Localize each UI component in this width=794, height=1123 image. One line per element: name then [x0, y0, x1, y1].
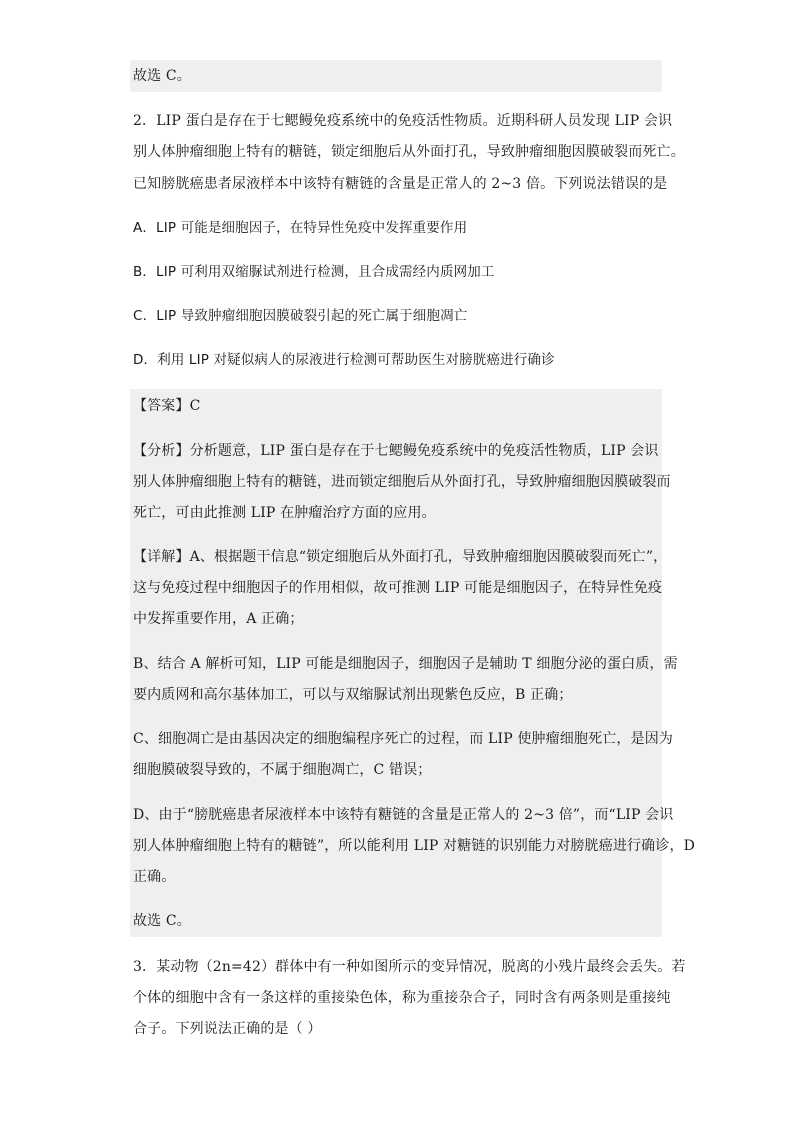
- q2-option-d: D．利用 LIP 对疑似病人的尿液进行检测可帮助医生对膀胱癌进行确诊: [133, 352, 555, 368]
- q2-detail-c-line-2: 细胞膜破裂导致的，不属于细胞凋亡，C 错误；: [133, 762, 432, 778]
- q3-stem-line-3: 合子。下列说法正确的是（ ）: [133, 1021, 322, 1037]
- q2-detail-b-line-2: 要内质网和高尔基体加工，可以与双缩脲试剂出现紫色反应，B 正确；: [133, 687, 573, 703]
- q2-stem-line-2: 别人体肿瘤细胞上特有的糖链，锁定细胞后从外面打孔，导致肿瘤细胞因膜破裂而死亡。: [133, 144, 685, 160]
- q2-detail-a-line-2: 这与免疫过程中细胞因子的作用相似，故可推测 LIP 可能是细胞因子，在特异性免疫: [133, 580, 663, 596]
- q2-stem-line-1: 2．LIP 蛋白是存在于七鳃鳗免疫系统中的免疫活性物质。近期科研人员发现 LIP 会识: [133, 113, 673, 129]
- q3-stem-line-1: 3．某动物（2n=42）群体中有一种如图所示的变异情况，脱离的小残片最终会丢失。若: [133, 959, 686, 975]
- q2-analysis-line-1: 【分析】分析题意，LIP 蛋白是存在于七鳃鳗免疫系统中的免疫活性物质，LIP 会识: [133, 443, 659, 459]
- shaded-block-top: [130, 60, 662, 92]
- q2-detail-a-line-1: 【详解】A、根据题干信息“锁定细胞后从外面打孔，导致肿瘤细胞因膜破裂而死亡”，: [133, 549, 668, 565]
- q2-detail-c-line-1: C、细胞凋亡是由基因决定的细胞编程序死亡的过程，而 LIP 使肿瘤细胞死亡，是因为: [133, 731, 674, 747]
- q2-answer: 【答案】C: [133, 398, 201, 414]
- q2-analysis-line-3: 死亡，可由此推测 LIP 在肿瘤治疗方面的应用。: [133, 505, 436, 521]
- previous-conclusion: 故选 C。: [133, 68, 191, 84]
- q2-analysis-line-2: 别人体肿瘤细胞上特有的糖链，进而锁定细胞后从外面打孔，导致肿瘤细胞因膜破裂而: [133, 474, 671, 490]
- q2-option-c: C．LIP 导致肿瘤细胞因膜破裂引起的死亡属于细胞凋亡: [133, 308, 468, 324]
- q2-detail-d-line-1: D、由于“膀胱癌患者尿液样本中该特有糖链的含量是正常人的 2~3 倍”，而“LIP 会识: [133, 807, 674, 823]
- q2-option-b: B．LIP 可利用双缩脲试剂进行检测，且合成需经内质网加工: [133, 264, 495, 280]
- q2-stem-line-3: 已知膀胱癌患者尿液样本中该特有糖链的含量是正常人的 2~3 倍。下列说法错误的是: [133, 176, 668, 192]
- q2-detail-d-line-3: 正确。: [133, 869, 176, 885]
- q2-conclusion: 故选 C。: [133, 913, 191, 929]
- q2-detail-b-line-1: B、结合 A 解析可知，LIP 可能是细胞因子，细胞因子是辅助 T 细胞分泌的蛋白质，需: [133, 656, 678, 672]
- q2-option-a: A．LIP 可能是细胞因子，在特异性免疫中发挥重要作用: [133, 220, 468, 236]
- q3-stem-line-2: 个体的细胞中含有一条这样的重接染色体，称为重接杂合子，同时含有两条则是重接纯: [133, 990, 671, 1006]
- q2-detail-d-line-2: 别人体肿瘤细胞上特有的糖链”，所以能利用 LIP 对糖链的识别能力对膀胱癌进行确诊，D: [133, 838, 695, 854]
- q2-detail-a-line-3: 中发挥重要作用，A 正确；: [133, 611, 304, 627]
